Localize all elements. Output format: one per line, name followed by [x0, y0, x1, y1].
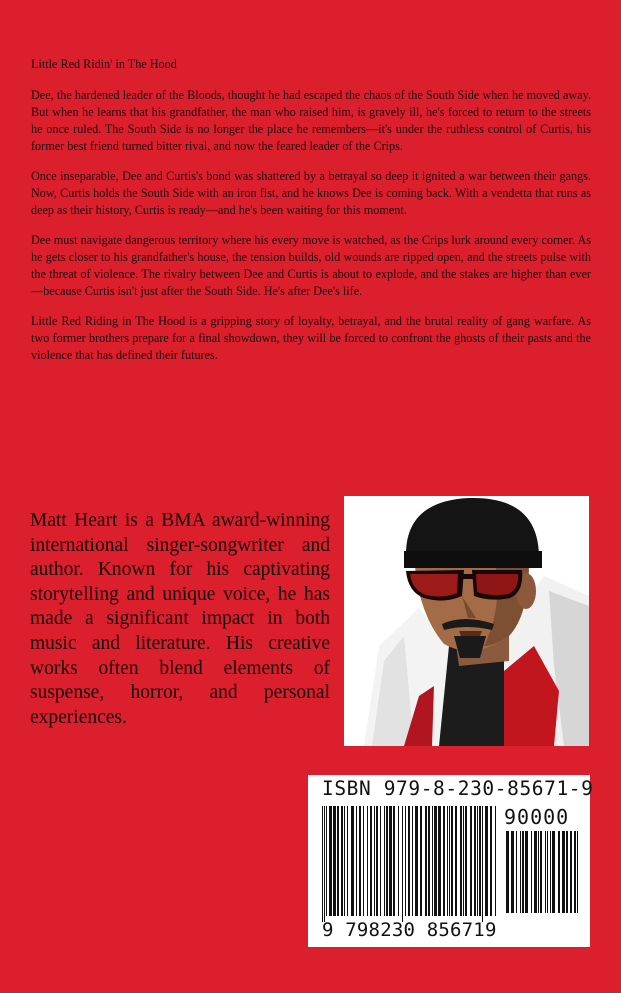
barcode-bar [434, 806, 437, 916]
barcode-bar [522, 831, 524, 913]
barcode-bar [511, 831, 514, 913]
barcode-bar [425, 806, 427, 916]
barcode-bar [405, 806, 406, 916]
barcode-bar [398, 806, 399, 916]
barcode-bar [408, 806, 410, 916]
barcode-bar [566, 831, 568, 913]
barcode-bar [393, 806, 395, 916]
blurb-paragraph-1: Dee, the hardened leader of the Bloods, thought he had escaped the chaos of the South Side when he moved away. But when he learns that his grandfather, the man who raised him, is gravely ill, he's forced to return to the streets he once ruled. The South Side is no longer the place he remembers—it's under the ruthless control of Curtis, his former best friend turned bitter rival, and now the feared leader of the Crips. [31, 88, 591, 153]
barcode-bar [516, 831, 517, 913]
price-code: 90000 [504, 805, 570, 829]
barcode-bar [562, 831, 565, 913]
barcode-bar [415, 806, 418, 916]
barcode-bar [574, 831, 576, 913]
barcode-bar [324, 806, 325, 922]
barcode-bar [443, 806, 445, 916]
barcode-bar [376, 806, 378, 916]
barcode-bar [341, 806, 343, 916]
barcode-bar [420, 806, 422, 916]
barcode-bar [479, 806, 481, 916]
barcode-bar [460, 806, 462, 916]
barcode-bar [449, 806, 450, 916]
barcode-bar [474, 806, 476, 916]
barcode-bar [347, 806, 348, 916]
barcode-bar [540, 831, 542, 913]
blurb-paragraph-3: Dee must navigate dangerous territory where his every move is watched, as the Crips lurk around every corner. As he gets closer to his grandfather's house, the tension builds, old wounds are ripped open, and the streets pulse with the threat of violence. The rivalry between Dee and Curtis is about to explode, and the stakes are higher than ever—because Curtis isn't just after the South Side. He's after Dee's life. [31, 233, 591, 298]
barcode-bar [538, 831, 539, 913]
barcode-bar [463, 806, 464, 916]
barcode-bar [451, 806, 453, 916]
barcode-bar [384, 806, 385, 916]
barcode-bar [402, 806, 403, 922]
barcode-bar [520, 831, 521, 913]
addon-barcode-bars [504, 831, 580, 919]
ean-barcode-bars [320, 806, 498, 922]
barcode-bar [470, 806, 472, 916]
barcode-bar [356, 806, 357, 916]
barcode-bar [367, 806, 368, 916]
barcode-bar [386, 806, 388, 916]
author-portrait [344, 496, 589, 746]
barcode-bar [525, 831, 528, 913]
barcode-bar [552, 831, 555, 913]
barcode-bar [495, 806, 496, 916]
isbn-barcode [308, 775, 594, 947]
blurb-paragraph-2: Once inseparable, Dee and Curtis's bond was shattered by a betrayal so deep it ignited a war between their gangs. Now, Curtis holds the South Side with an iron fist, and he knows Dee is coming back. With a vendetta that runs as deep as their history, Curtis is ready—and he's been waiting for this moment. [31, 169, 591, 217]
barcode-bar [374, 806, 375, 916]
barcode-bar [351, 806, 354, 916]
barcode-bar [412, 806, 413, 916]
barcode-bar [326, 806, 327, 916]
barcode-bar [337, 806, 339, 916]
blurb-paragraph-4: Little Red Riding in The Hood is a gripping story of loyalty, betrayal, and the brutal reality of gang warfare. As two former brothers prepare for a final showdown, they will be forced to confront the ghosts of their pasts and the violence that has defined their futures. [31, 314, 591, 362]
barcode-bar [322, 806, 323, 922]
barcode-bar [550, 831, 551, 913]
barcode-bar [333, 806, 336, 916]
barcode-bar [465, 806, 467, 916]
barcode-bar [545, 831, 546, 913]
barcode-bar [477, 806, 478, 916]
barcode-bar [455, 806, 457, 916]
barcode-bar [506, 831, 509, 913]
barcode-bar [558, 831, 560, 913]
barcode-bar [432, 806, 433, 916]
book-title: Little Red Ridin' in The Hood [31, 57, 177, 71]
barcode-bar [531, 831, 532, 913]
barcode-bar [329, 806, 332, 916]
barcode-bar [370, 806, 372, 916]
barcode-bar [428, 806, 430, 916]
barcode-bar [363, 806, 364, 916]
author-bio: Matt Heart is a BMA award-winning international singer-songwriter and author. Known for his captivating storytelling and unique voice, he has made a significant impact in both music and literature. His creative works often blend elements of suspense, horror, and personal experiences. [30, 510, 330, 728]
barcode-bar [438, 806, 441, 916]
barcode-bar [389, 806, 392, 916]
barcode-bar [547, 831, 548, 913]
barcode-bar [570, 831, 572, 913]
back-cover-blurb [31, 56, 591, 377]
barcode-bar [577, 831, 578, 913]
barcode-bar [359, 806, 361, 916]
ean-digits: 9 798230 856719 [322, 919, 497, 941]
barcode-bar [482, 806, 483, 922]
isbn-label: ISBN 979-8-230-85671-9 [322, 777, 594, 800]
barcode-bar [344, 806, 345, 916]
barcode-bar [380, 806, 381, 916]
barcode-bar [534, 831, 537, 913]
barcode-bar [490, 806, 492, 916]
barcode-bar [485, 806, 488, 916]
barcode-bar [447, 806, 448, 916]
author-portrait-illustration [344, 496, 589, 746]
